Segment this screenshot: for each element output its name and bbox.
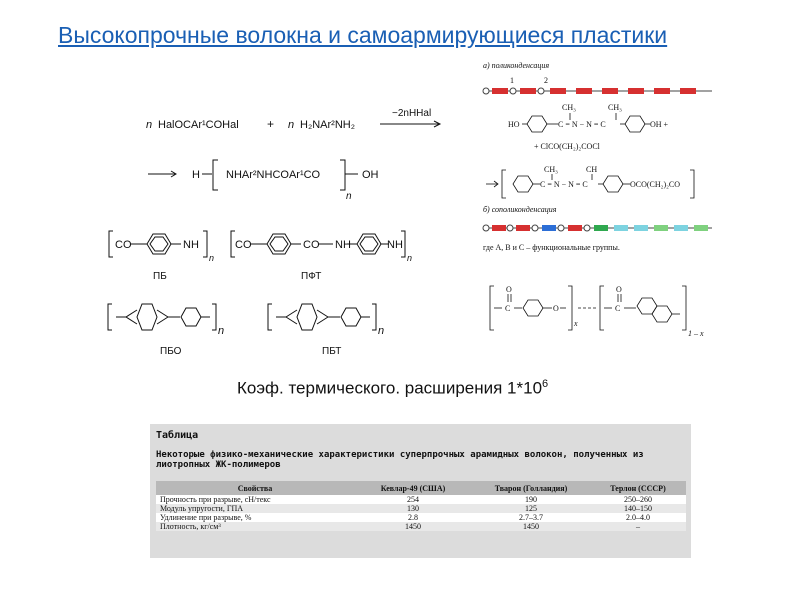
scheme-num2: 2 [544,76,548,85]
pft-nh1: NH [335,239,351,251]
reaction-monomer1: HalOCAr¹COHal [158,119,239,131]
copoly-o-ether: O [553,304,559,313]
copolycondensation-chain [483,225,712,231]
coef-exponent: 6 [542,378,549,390]
copoly-o-left: O [506,285,512,294]
pbo-n: n [218,325,225,337]
thermal-expansion-text [237,378,548,399]
reaction-monomer2: H₂NAr²NH₂ [300,119,355,131]
table-cell: Прочность при разрыве, сН/текс [156,495,354,504]
monomer-ch3-right: CH₃ [608,103,622,112]
table-row [156,504,686,513]
polycondensation-chain [483,88,712,94]
reaction-prefix2: n [288,119,295,131]
table-cell: 254 [354,495,472,504]
copoly-o-right: O [616,285,622,294]
table-cell: 250–260 [590,495,686,504]
product-ch3: CH₃ [544,165,558,174]
reaction-product-oh: OH [362,169,379,181]
table-cell: 2.7–3.7 [472,513,590,522]
pbt-n: n [378,325,385,337]
table-row [156,522,686,531]
scheme-b-label: б) сополиконденсация [483,205,557,214]
pbo-label: ПБО [160,346,182,357]
pft-co2: CO [303,239,320,251]
copoly-x: x [574,319,578,328]
pbt-label: ПБТ [322,346,342,357]
reaction-plus: + [267,117,275,131]
table-cell: Плотность, кг/см³ [156,522,354,531]
pb-n: n [209,253,215,263]
pft-nh2: NH [387,239,403,251]
col-header-terlon: Терлон (СССР) [590,481,686,495]
monomer-ho: HO [508,120,520,129]
properties-table-box [150,424,691,558]
reaction-product-core: NHAr²NHCOAr¹CO [226,169,321,181]
table-header-row [156,481,686,495]
properties-table [156,481,686,531]
monomer-cnnc: C = N − N = C [558,120,606,129]
polymer-pb-pft [105,225,415,285]
monomer-ch3-left: CH₃ [562,103,576,112]
pb-co: CO [115,239,132,251]
col-header-twaron: Тварон (Голландия) [472,481,590,495]
col-header-kevlar: Кевлар-49 (США) [354,481,472,495]
table-cell: 125 [472,504,590,513]
table-description: Некоторые физико-механические характеристики суперпрочных арамидных волокон, полученных из лиотропных ЖК-полимеров [156,450,644,470]
scheme-a-label: а) поликонденсация [483,61,550,70]
col-header-property: Свойства [156,481,354,495]
reagent-text: + ClCO(CH₂)₂COCl [534,142,600,151]
slide-title[interactable]: Высокопрочные волокна и самоармирующиеся пластики [58,22,668,48]
reaction-scheme [140,100,480,210]
copoly-c-right: C [615,304,621,313]
monomer-oh: OH + [650,120,669,129]
pft-co1: CO [235,239,252,251]
table-cell: 2.0–4.0 [590,513,686,522]
scheme-num1: 1 [510,76,514,85]
table-cell: 140–150 [590,504,686,513]
reaction-elim: −2nHHal [392,108,432,119]
pft-n: n [407,253,413,263]
pb-label: ПБ [153,271,167,282]
reaction-product-n: n [346,191,352,202]
table-cell: 190 [472,495,590,504]
table-row [156,513,686,522]
product-tail: OCO(CH₂)₂CO [630,180,681,189]
table-heading: Таблица [156,430,199,441]
coef-text: Коэф. термического. расширения 1*10 [237,378,543,398]
product-ch: CH [586,165,598,174]
table-cell: 2.8 [354,513,472,522]
table-cell: Модуль упругости, ГПА [156,504,354,513]
reaction-prefix1: n [146,119,153,131]
copoly-1x: 1 – x [688,329,704,338]
table-cell: 1450 [354,522,472,531]
reaction-product-h: H [192,169,200,181]
polycondensation-scheme [480,58,720,340]
table-row [156,495,686,504]
table-cell: 1450 [472,522,590,531]
pb-nh: NH [183,239,199,251]
table-cell: 130 [354,504,472,513]
pft-label: ПФТ [301,271,322,282]
table-cell: – [590,522,686,531]
product-cnnc: C = N − N = C [540,180,588,189]
table-cell: Удлинение при разрыве, % [156,513,354,522]
groups-note: где А, В и С – функциональные группы. [483,243,620,252]
polymer-pbo-pbt [100,290,420,360]
copoly-c-left: C [505,304,511,313]
